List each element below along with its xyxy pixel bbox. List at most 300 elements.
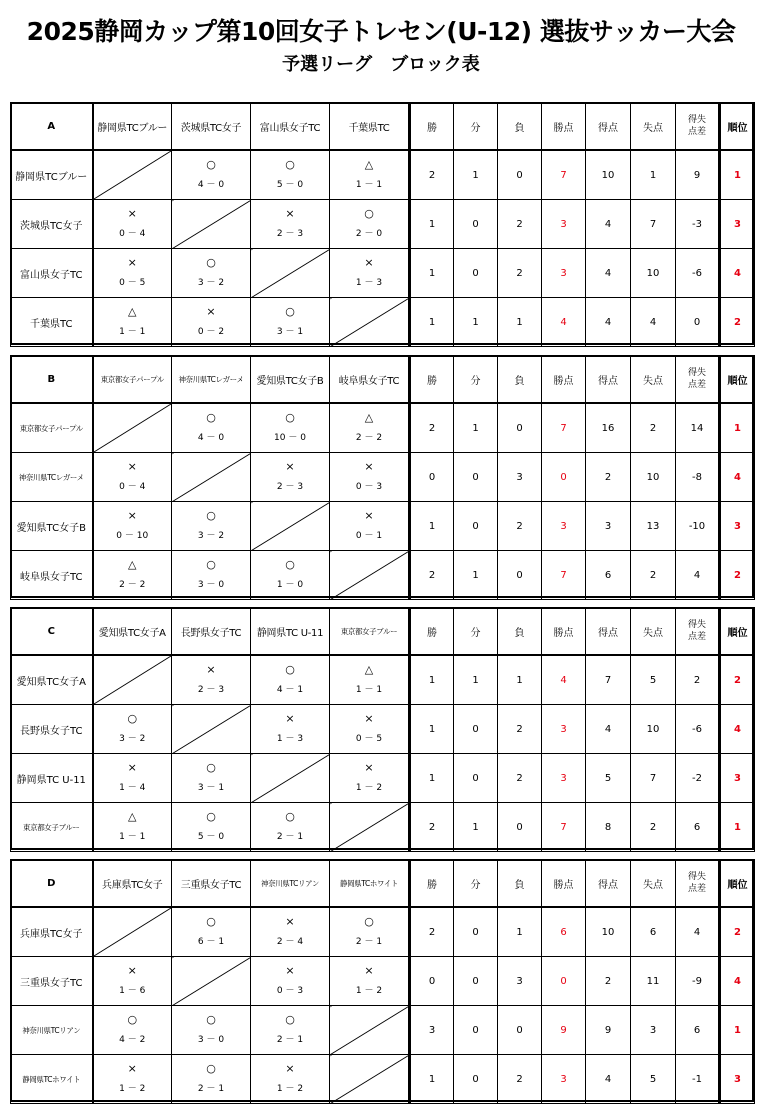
stat-header (542, 608, 586, 656)
goal-difference-cell: -6 (676, 705, 720, 754)
match-score: 2 － 1 (197, 1084, 225, 1094)
table-row (11, 705, 755, 754)
row-team-label: 千葉県TC (29, 318, 73, 330)
row-team-name (11, 957, 93, 1006)
self-match-cell (330, 803, 410, 852)
column-team-label: 神奈川県TCレガーメ (178, 374, 244, 384)
rank-cell: 3 (720, 1055, 755, 1104)
match-score: 3 － 1 (197, 783, 225, 793)
match-result-cell (172, 502, 251, 551)
result-symbol: × (285, 460, 295, 473)
wins-cell: 1 (410, 249, 454, 298)
result-symbol: ○ (206, 509, 216, 522)
column-team-label: 富山県女子TC (259, 122, 321, 134)
match-score: 2 － 0 (355, 229, 383, 239)
match-result-cell (172, 1055, 251, 1104)
match-score: 3 － 2 (197, 278, 225, 288)
self-match-cell (93, 655, 172, 705)
goal-difference-cell: -6 (676, 249, 720, 298)
rank-cell: 4 (720, 249, 755, 298)
draws-cell: 1 (454, 403, 498, 453)
result-symbol: △ (364, 663, 374, 676)
match-score: 4 － 1 (276, 685, 304, 695)
match-result-cell (172, 1006, 251, 1055)
match-result-cell (251, 150, 330, 200)
column-team-name (251, 356, 330, 404)
losses-cell: 1 (498, 298, 542, 347)
draws-cell: 1 (454, 298, 498, 347)
stat-header (631, 860, 676, 908)
result-symbol: ○ (206, 158, 216, 171)
result-symbol: × (127, 460, 137, 473)
result-symbol: × (206, 663, 216, 676)
result-symbol: × (364, 964, 374, 977)
stat-header (676, 860, 720, 908)
match-result-cell (330, 754, 410, 803)
match-score: 5 － 0 (276, 180, 304, 190)
goals-for-cell: 9 (586, 1006, 631, 1055)
stat-header (631, 608, 676, 656)
stat-header-label: 勝点 (553, 375, 574, 387)
result-symbol: ○ (206, 915, 216, 928)
block-name: D (11, 860, 93, 908)
table-row (11, 907, 755, 957)
goals-for-cell: 4 (586, 249, 631, 298)
losses-cell: 0 (498, 1006, 542, 1055)
result-symbol: × (127, 207, 137, 220)
result-symbol: × (364, 256, 374, 269)
row-team-label: 静岡県TCホワイト (22, 1074, 81, 1084)
stat-header (498, 608, 542, 656)
row-team-label: 岐阜県女子TC (19, 571, 83, 583)
wins-cell: 1 (410, 655, 454, 705)
stat-header-label: 得点 (598, 375, 618, 387)
wins-cell: 0 (410, 453, 454, 502)
goals-for-cell: 8 (586, 803, 631, 852)
result-symbol: × (127, 509, 137, 522)
match-result-cell (330, 907, 410, 957)
goal-difference-cell: 2 (676, 655, 720, 705)
draws-cell: 1 (454, 655, 498, 705)
match-result-cell (251, 403, 330, 453)
match-score: 1 － 2 (355, 986, 383, 996)
losses-cell: 0 (498, 150, 542, 200)
match-score: 3 － 2 (119, 734, 146, 744)
draws-cell: 1 (454, 803, 498, 852)
stat-header (454, 103, 498, 151)
stat-header-label: 順位 (727, 627, 748, 639)
row-team-label: 愛知県TC女子A (16, 676, 86, 688)
league-table (10, 607, 755, 852)
goals-for-cell: 7 (586, 655, 631, 705)
column-team-label: 岐阜県女子TC (338, 375, 400, 387)
rank-cell: 3 (720, 502, 755, 551)
column-team-name (330, 860, 410, 908)
draws-cell: 0 (454, 1006, 498, 1055)
self-match-cell (330, 1055, 410, 1104)
stat-header-label: 分 (470, 879, 481, 891)
rank-header (720, 608, 755, 656)
losses-cell: 0 (498, 803, 542, 852)
goals-against-cell: 2 (631, 403, 676, 453)
table-row (11, 249, 755, 298)
column-team-name (172, 860, 251, 908)
match-result-cell (172, 551, 251, 600)
match-score: 0 － 5 (355, 734, 383, 744)
losses-cell: 2 (498, 249, 542, 298)
stat-header (498, 103, 542, 151)
match-score: 0 － 2 (197, 327, 225, 337)
match-score: 1 － 3 (355, 278, 383, 288)
result-symbol: × (206, 305, 216, 318)
match-score: 1 － 0 (276, 580, 304, 590)
match-score: 0 － 1 (355, 531, 383, 541)
goals-for-cell: 4 (586, 1055, 631, 1104)
wins-cell: 1 (410, 1055, 454, 1104)
match-score: 3 － 0 (197, 580, 225, 590)
rank-cell: 1 (720, 803, 755, 852)
column-team-name (330, 608, 410, 656)
wins-cell: 2 (410, 907, 454, 957)
losses-cell: 3 (498, 957, 542, 1006)
rank-header (720, 356, 755, 404)
goal-difference-cell: -8 (676, 453, 720, 502)
goals-for-cell: 2 (586, 957, 631, 1006)
goal-difference-cell: 4 (676, 551, 720, 600)
wins-cell: 0 (410, 957, 454, 1006)
row-team-label: 東京都女子ブルー (23, 822, 80, 832)
wins-cell: 3 (410, 1006, 454, 1055)
match-score: 1 － 6 (119, 986, 146, 996)
row-team-label: 愛知県TC女子B (16, 522, 86, 534)
goals-for-cell: 16 (586, 403, 631, 453)
stat-header-label: 得点 (598, 627, 618, 639)
table-row (11, 655, 755, 705)
points-cell: 3 (542, 754, 586, 803)
rank-cell: 2 (720, 655, 755, 705)
stat-header (631, 356, 676, 404)
match-result-cell (251, 453, 330, 502)
goals-for-cell: 4 (586, 200, 631, 249)
row-team-name (11, 907, 93, 957)
goal-difference-cell: -10 (676, 502, 720, 551)
match-score: 1 － 2 (119, 1084, 146, 1094)
draws-cell: 0 (454, 907, 498, 957)
stat-header (542, 860, 586, 908)
stat-header-label: 失点 (643, 375, 663, 387)
table-row (11, 551, 755, 600)
row-team-name (11, 150, 93, 200)
goal-difference-cell: -1 (676, 1055, 720, 1104)
match-score: 4 － 0 (197, 433, 225, 443)
goals-against-cell: 4 (631, 298, 676, 347)
row-team-name (11, 655, 93, 705)
goals-against-cell: 5 (631, 1055, 676, 1104)
rank-cell: 2 (720, 907, 755, 957)
stat-header (676, 356, 720, 404)
stat-header-label: 得失点差 (687, 872, 706, 894)
goal-difference-cell: 14 (676, 403, 720, 453)
draws-cell: 0 (454, 957, 498, 1006)
table-row (11, 754, 755, 803)
losses-cell: 2 (498, 705, 542, 754)
result-symbol: △ (128, 558, 137, 571)
result-symbol: ○ (127, 1013, 138, 1026)
result-symbol: ○ (364, 207, 374, 220)
result-symbol: × (364, 509, 374, 522)
match-score: 3 － 2 (197, 531, 225, 541)
result-symbol: ○ (127, 712, 138, 725)
points-cell: 4 (542, 298, 586, 347)
row-team-label: 神奈川県TCレガーメ (18, 472, 84, 482)
draws-cell: 0 (454, 754, 498, 803)
match-score: 1 － 1 (355, 180, 383, 190)
stat-header-label: 勝 (427, 375, 437, 387)
stat-header (586, 608, 631, 656)
match-score: 2 － 1 (355, 937, 383, 947)
match-result-cell (93, 1006, 172, 1055)
table-row (11, 1055, 755, 1104)
block-name: A (11, 103, 93, 151)
result-symbol: × (285, 207, 295, 220)
self-match-cell (172, 453, 251, 502)
header-row (11, 608, 755, 656)
header-row (11, 860, 755, 908)
match-score: 0 － 10 (116, 531, 149, 541)
rank-cell: 1 (720, 150, 755, 200)
stat-header-label: 分 (470, 122, 481, 134)
row-team-label: 長野県女子TC (19, 725, 83, 737)
match-result-cell (330, 453, 410, 502)
stat-header-label: 失点 (643, 879, 663, 891)
goals-for-cell: 4 (586, 705, 631, 754)
block-table-c (10, 607, 754, 850)
match-score: 3 － 0 (197, 1035, 225, 1045)
column-team-label: 静岡県TCホワイト (339, 878, 399, 888)
table-row (11, 200, 755, 249)
goals-against-cell: 7 (631, 754, 676, 803)
stat-header (498, 860, 542, 908)
column-team-name (93, 860, 172, 908)
result-symbol: ○ (206, 411, 216, 424)
match-score: 10 － 0 (274, 433, 306, 443)
stat-header (410, 356, 454, 404)
result-symbol: ○ (285, 411, 295, 424)
block-table-b (10, 355, 754, 598)
row-team-name (11, 200, 93, 249)
match-score: 4 － 0 (197, 180, 225, 190)
goal-difference-cell: -2 (676, 754, 720, 803)
match-result-cell (251, 551, 330, 600)
stat-header (586, 860, 631, 908)
row-team-name (11, 298, 93, 347)
match-result-cell (172, 249, 251, 298)
block-table-d (10, 859, 754, 1102)
draws-cell: 0 (454, 200, 498, 249)
wins-cell: 2 (410, 150, 454, 200)
match-score: 0 － 3 (355, 482, 383, 492)
stat-header (454, 860, 498, 908)
goals-against-cell: 10 (631, 249, 676, 298)
match-result-cell (93, 551, 172, 600)
match-score: 1 － 4 (119, 783, 146, 793)
goals-for-cell: 2 (586, 453, 631, 502)
result-symbol: × (127, 964, 137, 977)
goal-difference-cell: 6 (676, 1006, 720, 1055)
table-row (11, 298, 755, 347)
stat-header-label: 得点 (598, 122, 618, 134)
match-result-cell (172, 803, 251, 852)
match-result-cell (330, 200, 410, 249)
match-result-cell (172, 403, 251, 453)
match-score: 2 － 2 (355, 433, 383, 443)
block-name: B (11, 356, 93, 404)
match-result-cell (93, 249, 172, 298)
match-score: 1 － 1 (355, 685, 383, 695)
result-symbol: × (127, 761, 137, 774)
draws-cell: 0 (454, 705, 498, 754)
stat-header-label: 分 (470, 375, 481, 387)
goals-for-cell: 10 (586, 907, 631, 957)
stat-header-label: 勝 (427, 627, 437, 639)
match-score: 1 － 1 (119, 832, 146, 842)
result-symbol: × (364, 712, 374, 725)
goals-against-cell: 2 (631, 551, 676, 600)
stat-header (542, 103, 586, 151)
goals-against-cell: 3 (631, 1006, 676, 1055)
wins-cell: 1 (410, 754, 454, 803)
rank-cell: 2 (720, 551, 755, 600)
wins-cell: 1 (410, 502, 454, 551)
points-cell: 0 (542, 453, 586, 502)
losses-cell: 2 (498, 502, 542, 551)
self-match-cell (330, 1006, 410, 1055)
result-symbol: × (364, 761, 374, 774)
column-team-label: 長野県女子TC (180, 627, 242, 639)
stat-header-label: 順位 (727, 879, 748, 891)
match-score: 1 － 3 (276, 734, 304, 744)
stat-header-label: 分 (470, 627, 481, 639)
result-symbol: ○ (206, 1013, 216, 1026)
goal-difference-cell: 0 (676, 298, 720, 347)
table-row (11, 502, 755, 551)
row-team-label: 東京都女子パープル (19, 423, 83, 433)
column-team-label: 静岡県TCブルー (97, 122, 168, 134)
match-score: 0 － 3 (276, 986, 304, 996)
result-symbol: ○ (285, 558, 295, 571)
match-result-cell (93, 803, 172, 852)
match-score: 4 － 2 (119, 1035, 146, 1045)
row-team-name (11, 551, 93, 600)
self-match-cell (330, 551, 410, 600)
stat-header (586, 356, 631, 404)
page-subtitle: 予選リーグ ブロック表 (282, 54, 480, 75)
column-team-label: 千葉県TC (348, 122, 390, 134)
match-result-cell (93, 453, 172, 502)
match-result-cell (330, 249, 410, 298)
stat-header-label: 得失点差 (687, 115, 706, 137)
result-symbol: △ (364, 158, 374, 171)
goals-against-cell: 10 (631, 705, 676, 754)
match-result-cell (172, 754, 251, 803)
stat-header (498, 356, 542, 404)
losses-cell: 2 (498, 1055, 542, 1104)
losses-cell: 0 (498, 551, 542, 600)
row-team-name (11, 754, 93, 803)
points-cell: 9 (542, 1006, 586, 1055)
wins-cell: 2 (410, 803, 454, 852)
match-result-cell (172, 298, 251, 347)
stat-header-label: 得点 (598, 879, 618, 891)
match-result-cell (251, 1055, 330, 1104)
column-team-label: 三重県女子TC (180, 879, 242, 891)
match-result-cell (251, 1006, 330, 1055)
points-cell: 7 (542, 551, 586, 600)
match-result-cell (251, 298, 330, 347)
match-score: 0 － 4 (119, 229, 146, 239)
row-team-name (11, 453, 93, 502)
result-symbol: ○ (285, 305, 295, 318)
row-team-label: 茨城県TC女子 (19, 220, 83, 232)
goal-difference-cell: -9 (676, 957, 720, 1006)
match-score: 0 － 4 (119, 482, 146, 492)
match-score: 0 － 5 (119, 278, 146, 288)
result-symbol: × (285, 915, 295, 928)
stat-header-label: 勝点 (553, 879, 574, 891)
stat-header (631, 103, 676, 151)
stat-header-label: 失点 (643, 122, 663, 134)
points-cell: 3 (542, 1055, 586, 1104)
stat-header (410, 860, 454, 908)
match-result-cell (93, 298, 172, 347)
table-row (11, 957, 755, 1006)
goals-against-cell: 1 (631, 150, 676, 200)
match-result-cell (93, 200, 172, 249)
self-match-cell (330, 298, 410, 347)
league-table (10, 355, 755, 600)
match-score: 2 － 4 (276, 937, 304, 947)
row-team-name (11, 705, 93, 754)
points-cell: 4 (542, 655, 586, 705)
match-result-cell (93, 705, 172, 754)
match-result-cell (251, 705, 330, 754)
table-row (11, 150, 755, 200)
rank-cell: 2 (720, 298, 755, 347)
match-result-cell (330, 150, 410, 200)
match-score: 2 － 3 (276, 482, 304, 492)
self-match-cell (93, 907, 172, 957)
column-team-name (172, 608, 251, 656)
result-symbol: ○ (364, 915, 374, 928)
column-team-label: 東京都女子ブルー (340, 626, 398, 636)
draws-cell: 0 (454, 1055, 498, 1104)
goals-against-cell: 7 (631, 200, 676, 249)
match-score: 2 － 1 (276, 1035, 304, 1045)
row-team-label: 静岡県TCブルー (15, 171, 88, 183)
losses-cell: 2 (498, 200, 542, 249)
match-score: 6 － 1 (197, 937, 225, 947)
result-symbol: ○ (285, 663, 295, 676)
match-result-cell (330, 655, 410, 705)
rank-cell: 1 (720, 1006, 755, 1055)
result-symbol: △ (128, 810, 137, 823)
wins-cell: 2 (410, 403, 454, 453)
stat-header (454, 356, 498, 404)
match-result-cell (330, 403, 410, 453)
rank-cell: 4 (720, 453, 755, 502)
column-team-label: 愛知県TC女子A (98, 627, 166, 639)
column-team-name (172, 103, 251, 151)
